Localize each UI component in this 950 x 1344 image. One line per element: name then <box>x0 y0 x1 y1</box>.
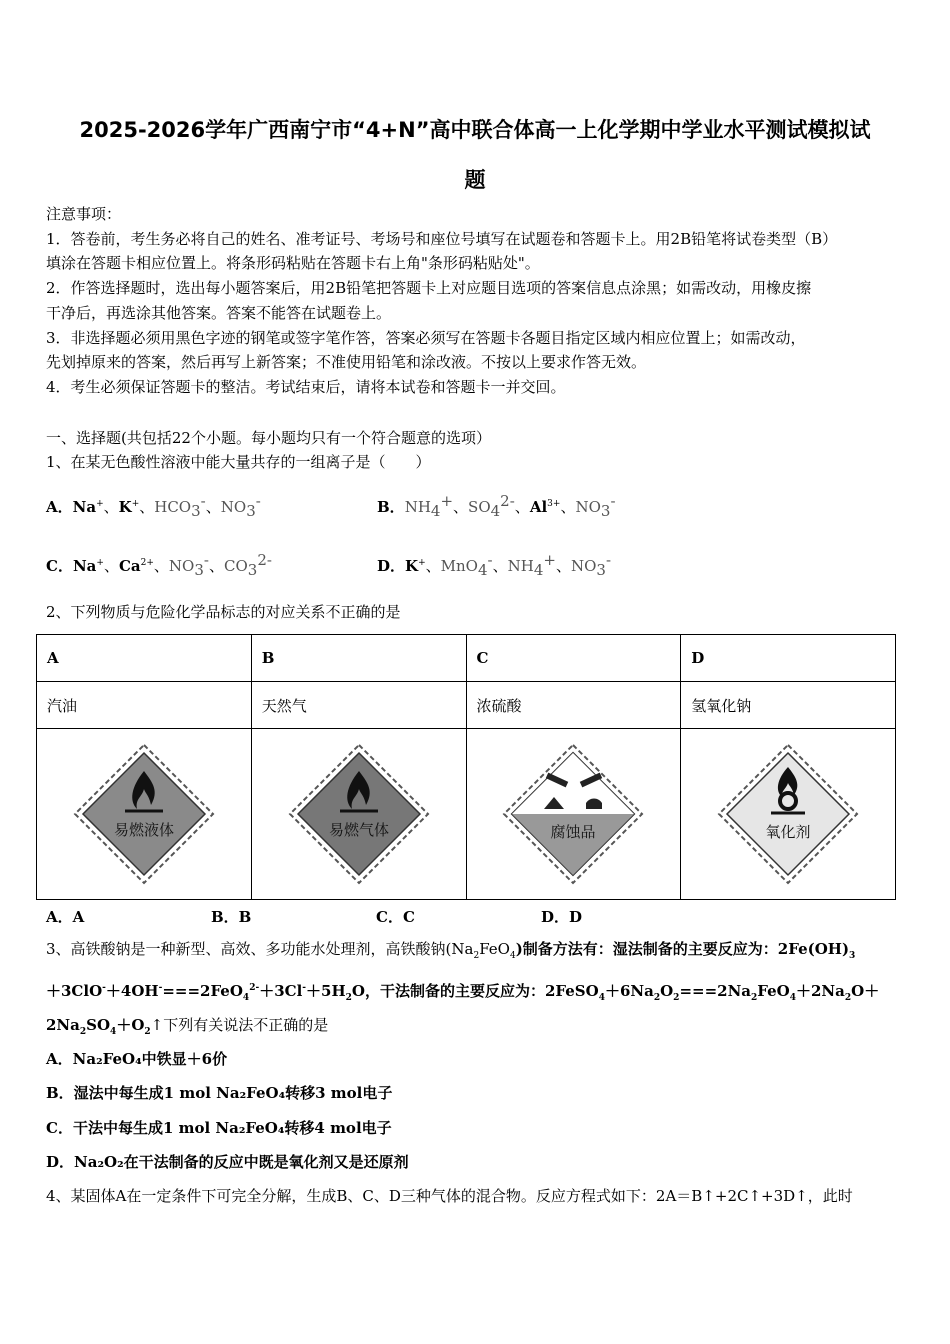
hazard-label: 腐蚀品 <box>550 823 596 841</box>
notice-heading: 注意事项： <box>46 205 122 223</box>
q3-option-b: B．湿法中每生成1 mol Na₂FeO₄转移3 mol电子 <box>46 1084 393 1102</box>
hazard-label: 易燃液体 <box>113 821 174 839</box>
table-header: B <box>251 635 466 682</box>
q2-answer-b: B．B <box>211 908 252 926</box>
hazard-table <box>36 634 896 900</box>
hazard-label: 氧化剂 <box>765 823 811 841</box>
question-3-stem-line-2: $+3ClO^-+4OH^-===2FeO_4^{2-}+3Cl^-+5H_2O$，干法制备的主要反应为：$2FeSO_4+6Na_2O_2===2Na_2FeO_4+2Na_2O+$ <box>46 982 880 1003</box>
notice-line: 4．考生必须保证答题卡的整洁。考试结束后，请将本试卷和答题卡一并交回。 <box>46 378 566 396</box>
question-3-stem-line-3: $2Na_2SO_4+O_2↑$下列有关说法不正确的是 <box>46 1016 329 1037</box>
notice-line: 1．答卷前，考生务必将自己的姓名、准考证号、考场号和座位号填写在试题卷和答题卡上。用2B铅笔将试卷类型（B） <box>46 230 838 248</box>
question-2-stem: 2、下列物质与危险化学品标志的对应关系不正确的是 <box>46 603 401 621</box>
notice-line: 2．作答选择题时，选出每小题答案后，用2B铅笔把答题卡上对应题目选项的答案信息点涂黑；如需改动，用橡皮擦 <box>46 279 812 297</box>
table-header: D <box>681 635 896 682</box>
q2-answer-a: A．A <box>46 908 85 926</box>
q3-option-c: C．干法中每生成1 mol Na₂FeO₄转移4 mol电子 <box>46 1119 392 1137</box>
flammable-liquid-sign <box>69 739 219 889</box>
hazard-sign-cell <box>37 729 252 900</box>
question-4-stem: 4、某固体A在一定条件下可完全分解，生成B、C、D三种气体的混合物。反应方程式如下：2A＝B↑+2C↑+3D↑，此时 <box>46 1187 853 1205</box>
exam-title-line-1: 2025-2026学年广西南宁市“4+N”高中联合体高一上化学期中学业水平测试模拟试 <box>79 118 871 142</box>
notice-line: 填涂在答题卡相应位置上。将条形码粘贴在答题卡右上角"条形码粘贴处"。 <box>46 254 540 272</box>
hazard-sign-cell <box>251 729 466 900</box>
question-1-stem: 1、在某无色酸性溶液中能大量共存的一组离子是（ ） <box>46 453 431 471</box>
q2-answer-d: D．D <box>541 908 583 926</box>
hazard-sign-cell <box>466 729 681 900</box>
corrosive-sign <box>498 739 648 889</box>
hazard-label: 易燃气体 <box>328 821 389 839</box>
substance-cell: 汽油 <box>37 682 252 729</box>
notice-line: 干净后，再选涂其他答案。答案不能答在试题卷上。 <box>46 304 392 322</box>
exam-title-line-2: 题 <box>464 168 486 192</box>
q2-answer-c: C．C <box>376 908 415 926</box>
substance-cell: 浓硫酸 <box>466 682 681 729</box>
hazard-sign-cell <box>681 729 896 900</box>
notice-line: 3．非选择题必须用黑色字迹的钢笔或签字笔作答，答案必须写在答题卡各题目指定区域内相应位置上；如需改动， <box>46 329 806 347</box>
q3-option-d: D．Na₂O₂在干法制备的反应中既是氧化剂又是还原剂 <box>46 1153 409 1171</box>
q1-option-d: D．K+、MnO$_4$-、$NH_4^+$、$NO_3^-$ <box>377 551 612 579</box>
q1-option-c: C．Na+、$Ca^{2+}$、$NO_3^-$、$CO_3^{2-}$ <box>46 551 272 579</box>
question-3-stem-line-1: 3、高铁酸钠是一种新型、高效、多功能水处理剂，高铁酸钠$(Na_2FeO_4)$制备方法有：湿法制备的主要反应为：$2Fe(OH)_3$ <box>46 940 856 961</box>
q1-option-b: B．$NH_4^+$、$SO_4^{2-}$、$Al^{3+}$、$NO_3^-$ <box>377 492 616 520</box>
oxidizer-sign <box>713 739 863 889</box>
q1-option-a: A．Na+、K+、$HCO_3^-$、$NO_3^-$ <box>46 492 261 520</box>
section-heading: 一、选择题(共包括22个小题。每小题均只有一个符合题意的选项） <box>46 429 491 447</box>
q3-option-a: A．Na₂FeO₄中铁显＋6价 <box>46 1050 228 1068</box>
substance-cell: 氢氧化钠 <box>681 682 896 729</box>
substance-cell: 天然气 <box>251 682 466 729</box>
table-header: C <box>466 635 681 682</box>
table-header: A <box>37 635 252 682</box>
notice-line: 先划掉原来的答案，然后再写上新答案；不准使用铅笔和涂改液。不按以上要求作答无效。 <box>46 353 647 371</box>
flammable-gas-sign <box>284 739 434 889</box>
